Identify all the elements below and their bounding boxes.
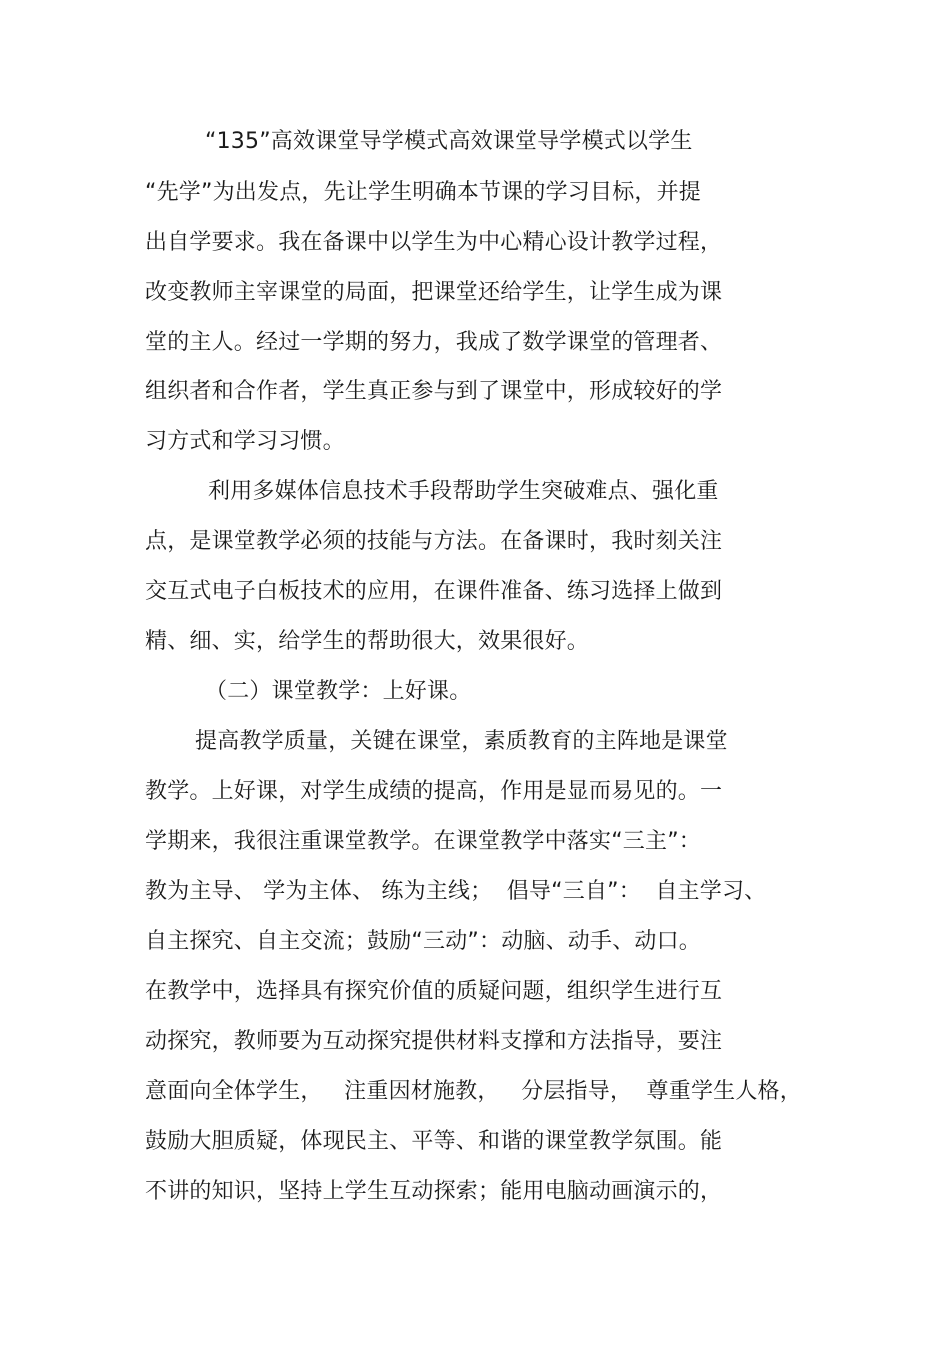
text-line: 教为主导、 学为主体、 练为主线； 倡导“三自”： 自主学习、 — [145, 879, 767, 904]
text-line: 出自学要求。我在备课中以学生为中心精心设计教学过程， — [145, 230, 723, 255]
text-line: 堂的主人。经过一学期的努力，我成了数学课堂的管理者、 — [145, 330, 723, 355]
text-line: 在教学中，选择具有探究价值的质疑问题，组织学生进行互 — [145, 979, 723, 1004]
text-line: 改变教师主宰课堂的局面，把课堂还给学生，让学生成为课 — [145, 280, 723, 305]
text-line: 自主探究、自主交流；鼓励“三动”：动脑、动手、动口。 — [145, 929, 701, 954]
text-line: 习方式和学习习惯。 — [145, 429, 345, 454]
text-line: 学期来，我很注重课堂教学。在课堂教学中落实“三主”： — [145, 829, 701, 854]
text-line: 交互式电子白板技术的应用，在课件准备、练习选择上做到 — [145, 579, 723, 604]
section-heading: （二）课堂教学：上好课。 — [205, 679, 472, 704]
text-line: 鼓励大胆质疑，体现民主、平等、和谐的课堂教学氛围。能 — [145, 1129, 723, 1154]
text-line: 利用多媒体信息技术手段帮助学生突破难点、强化重 — [208, 479, 719, 504]
text-line: 教学。上好课，对学生成绩的提高，作用是显而易见的。一 — [145, 779, 723, 804]
text-line: 意面向全体学生， 注重因材施教， 分层指导， 尊重学生人格， — [145, 1079, 802, 1104]
text-line: “先学”为出发点，先让学生明确本节课的学习目标，并提 — [145, 180, 701, 205]
text-line: 动探究，教师要为互动探究提供材料支撑和方法指导，要注 — [145, 1029, 723, 1054]
text-line: 点，是课堂教学必须的技能与方法。在备课时，我时刻关注 — [145, 529, 723, 554]
text-line: 精、细、实，给学生的帮助很大，效果很好。 — [145, 629, 590, 654]
text-line: 组织者和合作者，学生真正参与到了课堂中，形成较好的学 — [145, 379, 723, 404]
text-line: “135”高效课堂导学模式高效课堂导学模式以学生 — [205, 129, 693, 154]
text-line: 不讲的知识，坚持上学生互动探索；能用电脑动画演示的， — [145, 1179, 723, 1204]
text-line: 提高教学质量，关键在课堂，素质教育的主阵地是课堂 — [195, 729, 728, 754]
